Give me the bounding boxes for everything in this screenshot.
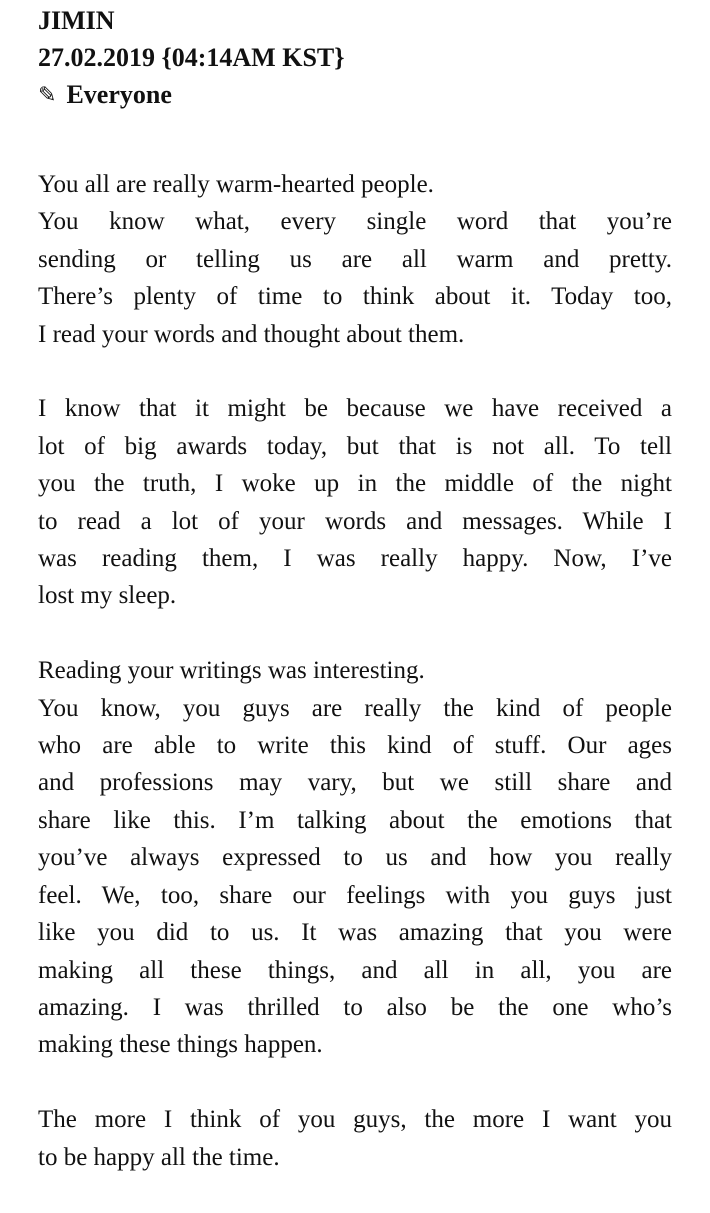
text-line: to be happy all the time. (38, 1143, 280, 1171)
text-line: You know, you guys are really the kind of people (38, 694, 672, 722)
text-line: I know that it might be because we have received a (38, 395, 672, 423)
text-line: sending or telling us are all warm and pretty. (38, 245, 672, 273)
text-line: The more I think of you guys, the more I want you (38, 1106, 672, 1134)
text-line: you’ve always expressed to us and how you really (38, 844, 672, 872)
paragraph (38, 203, 672, 353)
text-line: making all these things, and all in all, you are (38, 956, 672, 984)
letter-body (38, 166, 672, 1176)
text-line: You know what, every single word that you’re (38, 208, 672, 236)
text-line: who are able to write this kind of stuff. Our ages (38, 732, 672, 760)
text-line: You all are really warm-hearted people. (38, 171, 434, 198)
author-name: JIMIN (38, 6, 115, 35)
text-line: There’s plenty of time to think about it. Today too, (38, 283, 672, 311)
paragraph (38, 166, 672, 203)
post-timestamp: 27.02.2019 {04:14AM KST} (38, 43, 345, 72)
paragraph (38, 690, 672, 1064)
text-line: to read a lot of your words and messages. While I (38, 507, 672, 535)
text-line: feel. We, too, share our feelings with you guys just (38, 881, 672, 909)
text-line: share like this. I’m talking about the emotions that (38, 806, 672, 834)
paragraph (38, 1101, 672, 1176)
text-line: and professions may vary, but we still share and (38, 769, 672, 797)
text-line: making these things happen. (38, 1031, 323, 1059)
text-line: like you did to us. It was amazing that you were (38, 919, 672, 947)
paragraph (38, 390, 672, 614)
audience-label: Everyone (66, 80, 172, 109)
text-line: lot of big awards today, but that is not all. To tell (38, 432, 672, 460)
letter-header (38, 2, 672, 113)
audience-line (38, 76, 672, 113)
text-line: Reading your writings was interesting. (38, 657, 425, 685)
paragraph (38, 652, 672, 689)
text-line: I read your words and thought about them. (38, 320, 465, 348)
text-line: was reading them, I was really happy. Now, I’ve (38, 545, 672, 573)
text-line: lost my sleep. (38, 582, 177, 610)
text-line: you the truth, I woke up in the middle of the night (38, 470, 672, 498)
text-line: amazing. I was thrilled to also be the one who’s (38, 993, 672, 1021)
letter-page (38, 0, 672, 1213)
pencil-icon: ✎ (38, 82, 57, 107)
